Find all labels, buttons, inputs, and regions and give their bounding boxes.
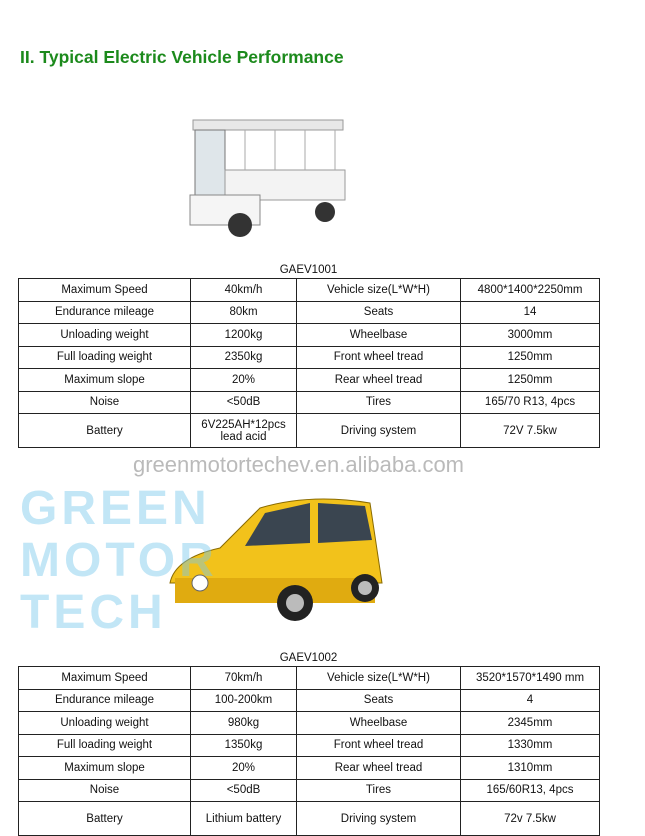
- watermark-url: greenmotortechev.en.alibaba.com: [133, 452, 465, 477]
- spec-label: Unloading weight: [19, 324, 191, 347]
- spec-label: Front wheel tread: [297, 734, 461, 757]
- spec-value: 72v 7.5kw: [461, 802, 600, 836]
- spec-value: <50dB: [191, 779, 297, 802]
- spec-label: Driving system: [297, 802, 461, 836]
- spec-value: 2345mm: [461, 712, 600, 735]
- spec-value: 40km/h: [191, 279, 297, 302]
- table-row: [19, 346, 600, 369]
- spec-value: 6V225AH*12pcs lead acid: [191, 414, 297, 448]
- spec-label: Driving system: [297, 414, 461, 448]
- spec-value: 4800*1400*2250mm: [461, 279, 600, 302]
- spec-value: 980kg: [191, 712, 297, 735]
- spec-value: 1250mm: [461, 346, 600, 369]
- spec-value: 100-200km: [191, 689, 297, 712]
- spec-label: Tires: [297, 391, 461, 414]
- spec-label: Rear wheel tread: [297, 757, 461, 780]
- spec-label: Wheelbase: [297, 712, 461, 735]
- spec-table-gaev1001: [18, 278, 600, 448]
- spec-label: Endurance mileage: [19, 689, 191, 712]
- spec-value: 1310mm: [461, 757, 600, 780]
- spec-value: 1350kg: [191, 734, 297, 757]
- table-row: [19, 802, 600, 836]
- spec-value: 70km/h: [191, 667, 297, 690]
- spec-label: Unloading weight: [19, 712, 191, 735]
- yellow-car-image: [160, 488, 390, 638]
- spec-label: Seats: [297, 689, 461, 712]
- spec-label: Full loading weight: [19, 734, 191, 757]
- table-row: [19, 757, 600, 780]
- spec-value: 3520*1570*1490 mm: [461, 667, 600, 690]
- spec-label: Noise: [19, 779, 191, 802]
- spec-value: 1250mm: [461, 369, 600, 392]
- spec-value: Lithium battery: [191, 802, 297, 836]
- model-caption-1: GAEV1001: [279, 264, 338, 276]
- spec-value: 20%: [191, 369, 297, 392]
- table-row: [19, 391, 600, 414]
- table-row: [19, 301, 600, 324]
- spec-label: Battery: [19, 414, 191, 448]
- spec-value: 165/60R13, 4pcs: [461, 779, 600, 802]
- spec-label: Maximum Speed: [19, 279, 191, 302]
- spec-label: Seats: [297, 301, 461, 324]
- spec-value: 2350kg: [191, 346, 297, 369]
- spec-value: 1330mm: [461, 734, 600, 757]
- spec-value: <50dB: [191, 391, 297, 414]
- table-row: [19, 324, 600, 347]
- spec-value: 80km: [191, 301, 297, 324]
- watermark-text: GREEN MOTOR TECH: [20, 482, 218, 639]
- spec-label: Tires: [297, 779, 461, 802]
- page-title: II. Typical Electric Vehicle Performance: [20, 47, 344, 67]
- spec-label: Noise: [19, 391, 191, 414]
- table-row: [19, 734, 600, 757]
- table-row: [19, 414, 600, 448]
- table-row: [19, 369, 600, 392]
- spec-value: 4: [461, 689, 600, 712]
- spec-value: 1200kg: [191, 324, 297, 347]
- spec-label: Endurance mileage: [19, 301, 191, 324]
- spec-label: Maximum Speed: [19, 667, 191, 690]
- table-row: [19, 689, 600, 712]
- spec-value: 20%: [191, 757, 297, 780]
- spec-label: Full loading weight: [19, 346, 191, 369]
- table-row: [19, 667, 600, 690]
- spec-label: Vehicle size(L*W*H): [297, 279, 461, 302]
- spec-label: Maximum slope: [19, 757, 191, 780]
- table-row: [19, 279, 600, 302]
- table-row: [19, 712, 600, 735]
- spec-table-gaev1002: [18, 666, 600, 836]
- spec-value: 72V 7.5kw: [461, 414, 600, 448]
- model-caption-2: GAEV1002: [279, 652, 338, 664]
- spec-label: Battery: [19, 802, 191, 836]
- spec-value: 165/70 R13, 4pcs: [461, 391, 600, 414]
- spec-label: Front wheel tread: [297, 346, 461, 369]
- spec-value: 3000mm: [461, 324, 600, 347]
- spec-label: Wheelbase: [297, 324, 461, 347]
- table-row: [19, 779, 600, 802]
- spec-label: Maximum slope: [19, 369, 191, 392]
- spec-label: Rear wheel tread: [297, 369, 461, 392]
- sightseeing-bus-image: [185, 100, 355, 245]
- spec-label: Vehicle size(L*W*H): [297, 667, 461, 690]
- spec-value: 14: [461, 301, 600, 324]
